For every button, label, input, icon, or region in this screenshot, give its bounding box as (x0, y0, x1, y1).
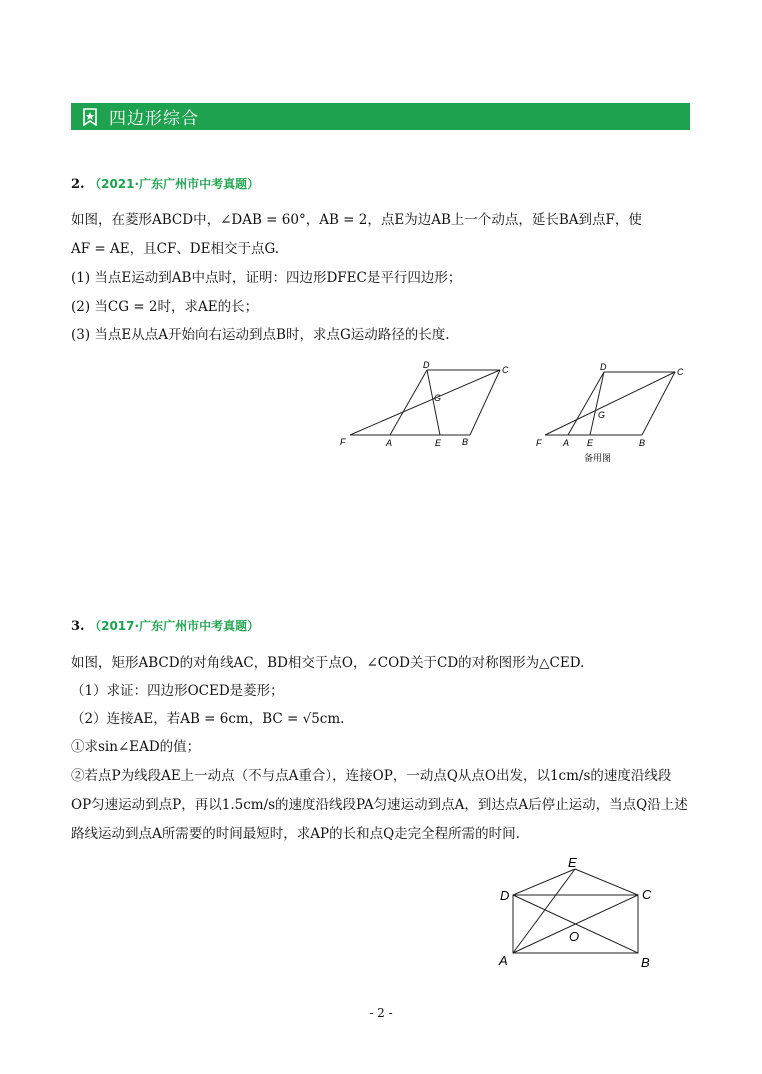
label-C: C (642, 887, 652, 902)
q3-sub2-line2: OP匀速运动到点P，再以1.5cm/s的速度沿线段PA匀速运动到点A，到达点A后停止运动，当点Q沿上述 (71, 797, 688, 813)
question-2-header (71, 175, 259, 192)
segment-FC (545, 372, 675, 435)
label-E: E (587, 438, 594, 448)
label-F: F (536, 438, 542, 448)
segment-CB (642, 372, 675, 435)
q3-sub2-line1: ②若点P为线段AE上一动点（不与点A重合），连接OP，一动点Q从点O出发，以1cm/s的速度沿线段 (71, 768, 672, 784)
figure-caption: 备用图 (584, 453, 612, 463)
segment-AD (568, 372, 604, 435)
label-F: F (340, 437, 346, 447)
label-C: C (502, 365, 509, 375)
label-B: B (641, 955, 650, 970)
label-B: B (462, 437, 469, 447)
q2-part3: (3) 当点E从点A开始向右运动到点B时，求点G运动路径的长度. (71, 327, 450, 343)
label-G: G (434, 393, 442, 403)
page-number: - 2 - (369, 1006, 393, 1020)
q2-figure-main (330, 355, 520, 455)
q2-part2: (2) 当CG = 2时，求AE的长； (71, 299, 259, 315)
q2-stem-line2: AF = AE，且CF、DE相交于点G. (71, 241, 280, 257)
segment-CB (470, 370, 500, 435)
label-G: G (598, 410, 606, 420)
label-A: A (499, 953, 508, 968)
label-O: O (569, 929, 580, 944)
label-D: D (600, 362, 607, 372)
question-source: （2017·广东广州市中考真题） (89, 619, 260, 633)
label-D: D (500, 888, 510, 903)
q2-stem-line1: 如图，在菱形ABCD中，∠DAB = 60°，AB = 2，点E为边AB上一个动点，延长BA到点F，使 (71, 212, 642, 228)
section-header (71, 103, 690, 130)
segment-DE (590, 372, 604, 435)
label-C: C (677, 367, 684, 377)
q2-part1: (1) 当点E运动到AB中点时，证明：四边形DFEC是平行四边形； (71, 270, 462, 286)
q2-figure-spare (530, 355, 700, 470)
label-A: A (386, 438, 393, 448)
question-number: 2. (71, 177, 85, 192)
q3-stem: 如图，矩形ABCD的对角线AC，BD相交于点O，∠COD关于CD的对称图形为△CED. (71, 655, 585, 671)
q3-part2: （2）连接AE，若AB = 6cm，BC = √5cm. (71, 711, 345, 727)
segment-FC (350, 370, 500, 435)
segment-AD (390, 370, 427, 435)
question-number: 3. (71, 619, 85, 634)
q3-sub2-line3: 路线运动到点A所需要的时间最短时，求AP的长和点Q走完全程所需的时间. (71, 826, 520, 842)
segment-EC (575, 869, 638, 895)
label-E: E (568, 855, 577, 870)
q3-figure (495, 855, 665, 975)
label-B: B (639, 438, 646, 448)
q3-sub1: ①求sin∠EAD的值； (71, 739, 201, 755)
label-E: E (435, 438, 442, 448)
question-source: （2021·广东广州市中考真题） (89, 177, 260, 191)
q3-part1: （1）求证：四边形OCED是菱形； (71, 683, 284, 699)
bookmark-star-icon (81, 108, 99, 126)
question-3-header (71, 617, 259, 634)
label-D: D (423, 360, 430, 370)
section-title: 四边形综合 (109, 109, 199, 129)
label-A: A (563, 438, 570, 448)
